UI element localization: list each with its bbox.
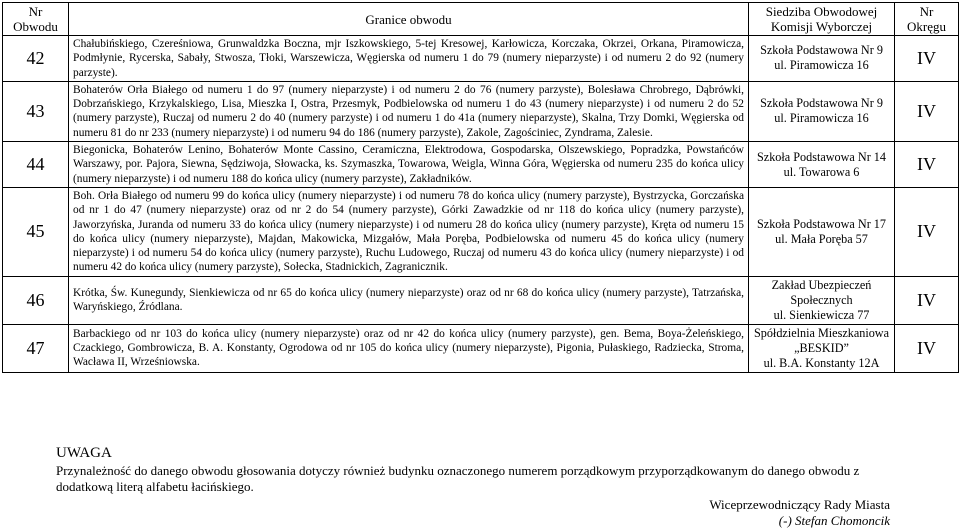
district-number-cell: 46: [3, 276, 69, 324]
commission-seat-cell: Zakład Ubezpieczeń Społecznych ul. Sienkiewicza 77: [749, 276, 895, 324]
commission-seat-cell: Szkoła Podstawowa Nr 9 ul. Piramowicza 16: [749, 81, 895, 141]
commission-seat-cell: Szkoła Podstawowa Nr 17 ul. Mała Poręba 57: [749, 187, 895, 276]
table-row: [3, 142, 959, 188]
constituency-cell: IV: [895, 324, 959, 372]
header-commission-seat: Siedziba Obwodowej Komisji Wyborczej: [749, 3, 895, 36]
boundaries-cell: Chałubińskiego, Czereśniowa, Grunwaldzka Boczna, mjr Iszkowskiego, 5-tej Kresowej, Karłowicza, Korczaka, Okrzei, Orkana, Piramowicza, Podmłynie, Rycerska, Sabały, Stwosza, Tłoki, Warszewicza, Węgierska od numeru 1 do 79 (numery nieparzyste) i od numeru 2 do 92 (numery parzyste).: [69, 36, 749, 82]
district-number-cell: 44: [3, 142, 69, 188]
table-header-row: [3, 3, 959, 36]
header-boundaries: Granice obwodu: [69, 3, 749, 36]
boundaries-cell: Biegonicka, Bohaterów Lenino, Bohaterów Monte Cassino, Ceramiczna, Elektrodowa, Gospodarska, Olszewskiego, Popradzka, Powstańców Warszawy, por. Pajora, Siewna, Sędziwoja, Słowacka, ks. Szymaszka, Towarowa, Weigla, Winna Góra, Węgierska od numeru 235 do końca ulicy (numery nieparzyste) i od numeru 188 do końca ulicy (numery parzyste), Zakładników.: [69, 142, 749, 188]
commission-seat-cell: Szkoła Podstawowa Nr 9 ul. Piramowicza 16: [749, 36, 895, 82]
constituency-cell: IV: [895, 81, 959, 141]
boundaries-cell: Krótka, Św. Kunegundy, Sienkiewicza od nr 65 do końca ulicy (numery nieparzyste) oraz od nr 68 do końca ulicy (numery parzyste), Tatrzańska, Waryńskiego, Źródlana.: [69, 276, 749, 324]
commission-seat-cell: Szkoła Podstawowa Nr 14 ul. Towarowa 6: [749, 142, 895, 188]
district-number-cell: 43: [3, 81, 69, 141]
signature-role: Wiceprzewodniczący Rady Miasta: [709, 497, 890, 512]
commission-seat-cell: Spółdzielnia Mieszkaniowa „BESKID” ul. B.A. Konstanty 12A: [749, 324, 895, 372]
header-constituency: Nr Okręgu: [895, 3, 959, 36]
electoral-districts-table: [2, 2, 959, 373]
signature-name: (-) Stefan Chomoncik: [778, 513, 890, 528]
note-heading: UWAGA: [56, 445, 112, 461]
constituency-cell: IV: [895, 276, 959, 324]
district-number-cell: 45: [3, 187, 69, 276]
boundaries-cell: Barbackiego od nr 103 do końca ulicy (numery nieparzyste) oraz od nr 42 do końca ulicy (numery parzyste), gen. Bema, Boya-Żeleńskiego, Czackiego, Gombrowicza, B. A. Konstanty, Ogrodowa od nr 105 do końca ulicy (numery nieparzyste), Pigonia, Pułaskiego, Radziecka, Stroma, Wacława II, Wrześniowska.: [69, 324, 749, 372]
signature-block: [709, 497, 890, 529]
table-row: [3, 36, 959, 82]
header-district-number: Nr Obwodu: [3, 3, 69, 36]
boundaries-cell: Boh. Orła Białego od numeru 99 do końca ulicy (numery nieparzyste) i od numeru 78 do końca ulicy (numery parzyste), Bystrzycka, Gorczańska od nr 1 do 47 (numery nieparzyste) oraz od nr 2 do 54 (numery parzyste), Górki Zawadzkie od nr 118 do końca ulicy (numery parzyste), Jaworzyńska, Juranda od numeru 33 do końca ulicy (numery nieparzyste) i od numeru 28 do końca ulicy (numery parzyste), Kręta od numeru 15 do końca ulicy (numery nieparzyste), Majdan, Makowicka, Mizgałów, Mała Poręba, Podbielowska od numeru 45 do końca ulicy (numery nieparzyste) i od numeru 54 do końca ulicy (numery parzyste), Ruchu Ludowego, Ruczaj od numeru 43 do końca ulicy (numery nieparzyste) i od numeru 42 do końca ulicy (numery parzyste), Sołecka, Stadnickich, Zagranicznik.: [69, 187, 749, 276]
district-number-cell: 42: [3, 36, 69, 82]
table-row: [3, 324, 959, 372]
district-number-cell: 47: [3, 324, 69, 372]
constituency-cell: IV: [895, 142, 959, 188]
table-row: [3, 187, 959, 276]
constituency-cell: IV: [895, 36, 959, 82]
note-section: [56, 444, 916, 495]
constituency-cell: IV: [895, 187, 959, 276]
boundaries-cell: Bohaterów Orła Białego od numeru 1 do 97 (numery nieparzyste) i od numeru 2 do 76 (numery parzyste), Bolesława Chrobrego, Dąbrówki, Dobrzańskiego, Krzykalskiego, Lisa, Mieszka I, Ostra, Przesmyk, Podbielowska od numeru 1 do 43 (numery nieparzyste) i od numeru 2 do 52 (numery parzyste), Ruczaj od numeru 2 do 40 (numery parzyste) i od numeru 1 do 41a (numery nieparzyste), Skalna, Trzy Domki, Węgierska od numeru 81 do nr 233 (numery nieparzyste) i od numeru 94 do 186 (numery parzyste), Zakole, Zagościniec, Zyndrama, Zalesie.: [69, 81, 749, 141]
table-row: [3, 81, 959, 141]
table-row: [3, 276, 959, 324]
note-text: Przynależność do danego obwodu głosowania dotyczy również budynku oznaczonego numerem porządkowym przyporządkowanym do danego obwodu z dodatkową literą alfabetu łacińskiego.: [56, 463, 860, 494]
